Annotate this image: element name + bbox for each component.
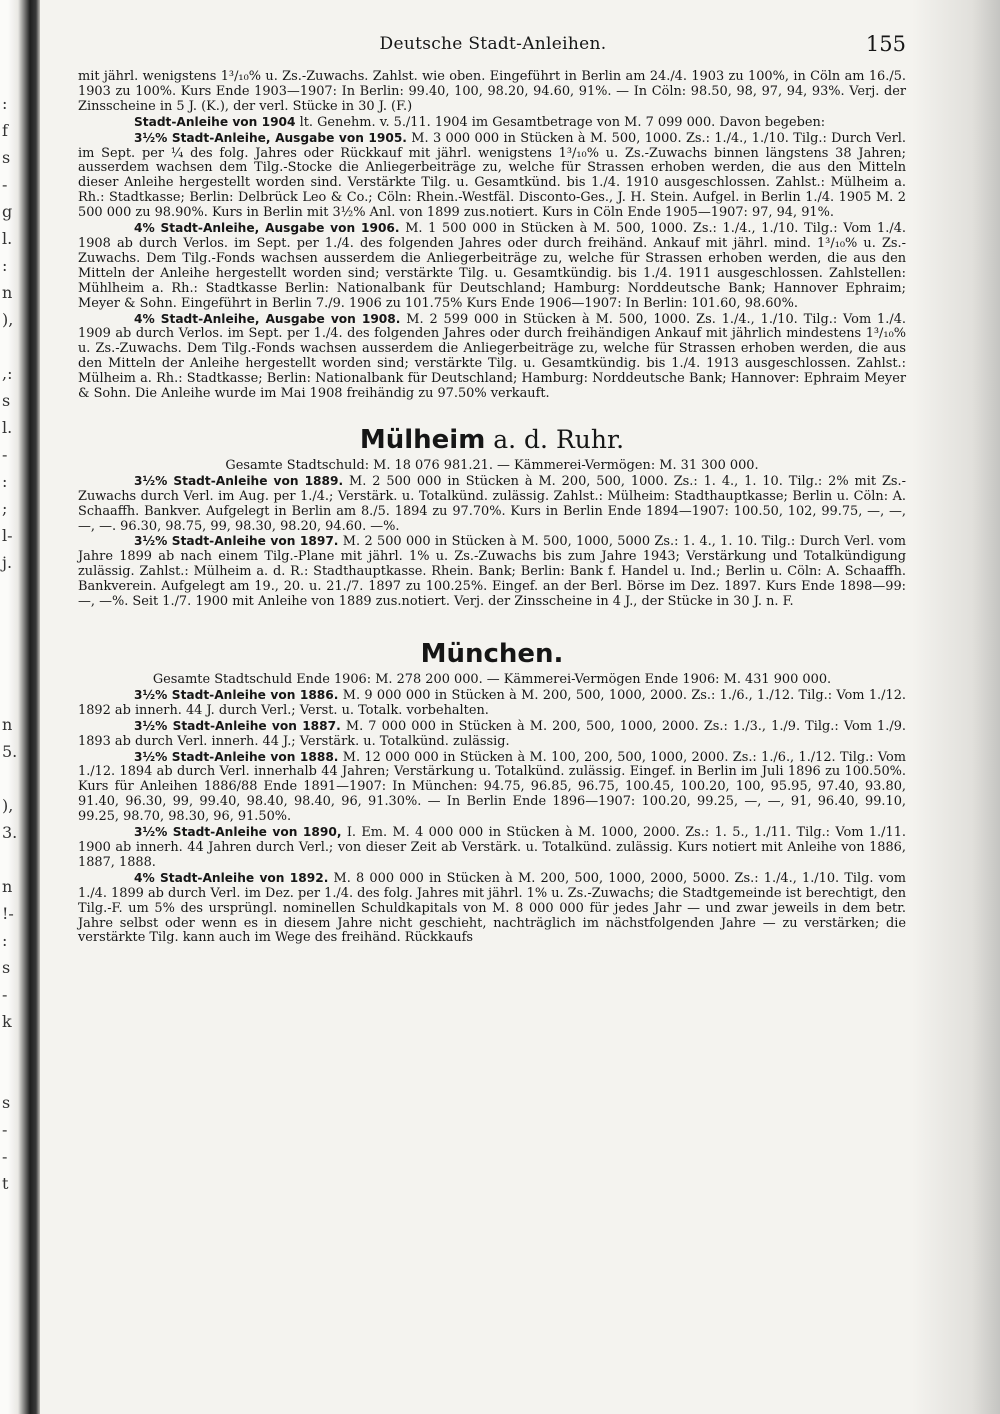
page-header [80,34,906,60]
city-name: Mülheim [359,424,486,455]
continuation-paragraph [78,70,906,115]
paragraph-text: I. Em. M. 4 000 000 in Stücken à M. 1000, 2000. Zs.: 1. 5., 1./11. Tilg.: Vom 1./11. 1900 ab innerh. 44 Jahren durch Verl.; von dieser Zeit ab Verstärk. u. Totalkünd. zulässig. Kurs notiert mit Anleihe von 1886, 1887, 1888. [78,825,906,870]
muenchen-loan-1886 [78,688,906,719]
paragraph-text: M. 7 000 000 in Stücken à M. 200, 500, 1000, 2000. Zs.: 1./3., 1./9. Tilg.: Vom 1./9. 1893 ab durch Verl. innerh. 44 J.; Verstärk. u. Totalkünd. zulässig. [78,718,906,749]
loan-heading: 3½% Stadt-Anleihe von 1897. [134,534,339,549]
city-heading-muenchen [78,640,906,668]
loan-heading: 3½% Stadt-Anleihe von 1890, [134,825,342,840]
city-heading-muelheim [78,426,906,454]
muelheim-loan-1897 [78,534,906,610]
loan-heading: 3½% Stadt-Anleihe von 1889. [134,473,344,488]
loan-heading: 4% Stadt-Anleihe, Ausgabe von 1906. [134,221,400,236]
loan-heading: Stadt-Anleihe von 1904 [134,114,296,129]
city-name: München. [420,639,564,669]
page-number: 155 [865,32,906,56]
city-name-suffix: a. d. Ruhr. [485,424,625,454]
muenchen-loan-1892 [78,871,906,947]
muelheim-loan-1889 [78,474,906,535]
loan-1908-paragraph [78,312,906,402]
loan-1905-paragraph [78,131,906,221]
muenchen-loan-1888 [78,750,906,826]
paragraph-text: M. 1 500 000 in Stücken à M. 500, 1000. Zs.: 1./4., 1./10. Tilg.: Vom 1./4. 1908 ab durch Verlos. im Sept. per 1./4. des folgenden Jahres oder durch freihänd. Ankauf mit jährl. mind. 1³/₁₀% u. Zs.-Zuwachs. Dem Tilg.-Fonds wachsen ausserdem die Anliegerbeiträge zu, welche für Strassen erhoben werden, die aus den Mitteln der Anleihe hergestellt worden sind; verstärkte Tilg. u. Gesamtkündig. bis 1./4. 1911 ausgeschlossen. Zahlstellen: Mühlheim a. Rh.: Stadtkasse Berlin: Nationalbank für Deutschland; Hamburg: Norddeutsche Bank; Hannover Ephraim; Meyer & Sohn. Eingeführt in Berlin 7./9. 1906 zu 101.75% Kurs Ende 1906—1907: In Berlin: 101.60, 98.60%. [78,221,906,311]
running-title: Deutsche Stadt-Anleihen. [379,34,607,54]
paragraph-text: M. 2 599 000 in Stücken à M. 500, 1000. Zs. 1./4., 1./10. Tilg.: Vom 1./4. 1909 ab durch Verlos. im Sept. per 1./4. des folgenden Jahres oder durch freihändigen Ankauf mit jährlich mindestens 1³/₁₀% u. Zs.-Zuwachs. Dem Tilg.-Fonds wachsen ausserdem die Anliegerbeiträge zu, welche für Strassen erhoben werden, die aus den Mitteln der Anleihe hergestellt worden sind; verstärkte Tilg. u. Gesamtkündig. bis 1./4. 1913 ausgeschlossen. Zahlst.: Mülheim a. Rh.: Stadtkasse; Berlin: Nationalbank für Deutschland; Hamburg: Norddeutsche Bank; Hannover: Ephraim Meyer & Sohn. Die Anleihe wurde im Mai 1908 freihändig zu 97.50% verkauft. [78,311,906,402]
loan-heading: 4% Stadt-Anleihe, Ausgabe von 1908. [134,311,401,326]
page-edge-shadow [912,0,1000,1414]
paragraph-text: mit jährl. wenigstens 1³/₁₀% u. Zs.-Zuwachs. Zahlst. wie oben. Eingeführt in Berlin am 24./4. 1903 zu 100%, in Cöln am 16./5. 1903 zu 100%. Kurs Ende 1903—1907: In Berlin: 99.40, 100, 98.20, 94.60, 91%. — In Cöln: 98.50, 98, 97, 94, 93%. Verj. der Zinsscheine in 5 J. (K.), der verl. Stücke in 30 J. (F.) [78,69,906,114]
muenchen-loan-1887 [78,719,906,750]
loan-1906-paragraph [78,221,906,311]
facing-page-margin-fragments: : f s - g l. : n ), ,: s l. - : ; l- j. n 5. ), 3. n !- : s - k s - - t [2,94,18,1193]
paragraph-text: M. 12 000 000 in Stücken à M. 100, 200, 500, 1000, 2000. Zs.: 1./6., 1./12. Tilg.: Vom 1./12. 1894 ab durch Verl. innerhalb 44 Jahren; Verstärkung u. Totalkünd. zulässig. Eingef. in Berlin im Juli 1896 zu 100.50%. Kurs für Anleihen 1886/88 Ende 1891—1907: In München: 94.75, 96.85, 96.75, 100.45, 100.20, 100, 95.95, 97.40, 93.80, 91.40, 96.30, 99, 99.40, 98.40, 98.40, 96, 91.30%. — In Berlin Ende 1896—1907: 100.20, 99.25, —, —, 91, 96.40, 99.10, 99.25, 98.70, 98.30, 96, 91.50%. [78,749,906,825]
loan-heading: 4% Stadt-Anleihe von 1892. [134,870,329,885]
paragraph-text: M. 2 500 000 in Stücken à M. 200, 500, 1000. Zs.: 1. 4., 1. 10. Tilg.: 2% mit Zs.-Zuwachs durch Verl. im Aug. per 1./4.; Verstärk. u. Totalkünd. zulässig. Zahlst.: Mülheim: Stadthauptkasse; Berlin u. Cöln: A. Schaaffh. Bankver. Aufgelegt in Berlin am 8./5. 1894 zu 97.70%. Kurs in Berlin Ende 1894—1907: 100.50, 102, 99.75, —, —, —, —. 96.30, 98.75, 99, 98.30, 98.20, 94.60. —%. [78,473,906,534]
loan-1904-paragraph [78,115,906,131]
paragraph-text: M. 9 000 000 in Stücken à M. 200, 500, 1000, 2000. Zs.: 1./6., 1./12. Tilg.: Vom 1./12. 1892 ab innerh. 44 J. durch Verl.; Verst. u. Totalk. vorbehalten. [78,687,906,718]
loan-heading: 3½% Stadt-Anleihe von 1888. [134,749,339,764]
muelheim-debt-summary: Gesamte Stadtschuld: M. 18 076 981.21. — Kämmerei-Vermögen: M. 31 300 000. [225,457,759,473]
paragraph-text: M. 2 500 000 in Stücken à M. 500, 1000, 5000 Zs.: 1. 4., 1. 10. Tilg.: Durch Verl. vom Jahre 1899 ab nach einem Tilg.-Plane mit jährl. 1% u. Zs.-Zuwachs bis zum Jahre 1943; Verstärkung und Totalkündigung zulässig. Zahlst.: Mülheim a. d. R.: Stadthauptkasse. Rhein. Bank; Berlin: Bank f. Handel u. Ind.; Berlin u. Cöln: A. Schaaffh. Bankverein. Aufgelegt am 19., 20. u. 21./7. 1897 zu 100.25%. Eingef. an der Berl. Börse im Dez. 1897. Kurs Ende 1898—99: —, —%. Seit 1./7. 1900 mit Anleihe von 1889 zus.notiert. Verj. der Zinsscheine in 4 J., der Stücke in 30 J. n. F. [78,534,906,610]
muenchen-loan-1890 [78,825,906,871]
muenchen-debt-summary: Gesamte Stadtschuld Ende 1906: M. 278 200 000. — Kämmerei-Vermögen Ende 1906: M. 431 900 000. [152,672,832,687]
loan-heading: 3½% Stadt-Anleihe, Ausgabe von 1905. [134,130,407,145]
paragraph-text: lt. Genehm. v. 5./11. 1904 im Gesamtbetrage von M. 7 099 000. Davon begeben: [295,114,826,130]
loan-heading: 3½% Stadt-Anleihe von 1886. [134,687,339,702]
paragraph-text: M. 8 000 000 in Stücken à M. 200, 500, 1000, 2000, 5000. Zs.: 1./4., 1./10. Tilg. vom 1./4. 1899 ab durch Verl. im Dez. per 1./4. des folg. Jahres mit jährl. 1% u. Zs.-Zuwachs; die Stadtgemeinde ist berechtigt, den Tilg.-F. um 5% des ursprüngl. nominellen Schuldkapitals von M. 8 000 000 für jedes Jahr — und zwar jeweils in dem betr. Jahre selbst oder wenn es in diesem Jahre nicht geschieht, nachträglich im nächstfolgenden Jahre — zu verstärken; die verstärkte Tilg. kann auch im Wege des freihänd. Rückkaufs [78,870,906,946]
loan-heading: 3½% Stadt-Anleihe von 1887. [134,718,341,733]
page-body [78,70,906,946]
paragraph-text: M. 3 000 000 in Stücken à M. 500, 1000. Zs.: 1./4., 1./10. Tilg.: Durch Verl. im Sept. per ¼ des folg. Jahres oder Rückkauf mit jährl. wenigstens 1³/₁₀% u. Zs.-Zuwachs binnen längstens 38 Jahren; ausserdem wachsen dem Tilg.-Stocke die Anliegerbeiträge zu, welche für Strassen erhoben werden, die aus den Mitteln dieser Anleihe hergestellt worden sind. Verstärkte Tilg. u. Gesamtkünd. bis 1./4. 1910 ausgeschlossen. Zahlst.: Mülheim a. Rh.: Stadtkasse; Berlin: Delbrück Leo & Co.; Cöln: Rhein.-Westfäl. Disconto-Ges., J. H. Stein. Aufgel. in Berlin 1./4. 1905 M. 2 500 000 zu 98.90%. Kurs in Berlin mit 3½% Anl. von 1899 zus.notiert. Kurs in Cöln Ende 1905—1907: 97, 94, 91%. [78,130,906,221]
